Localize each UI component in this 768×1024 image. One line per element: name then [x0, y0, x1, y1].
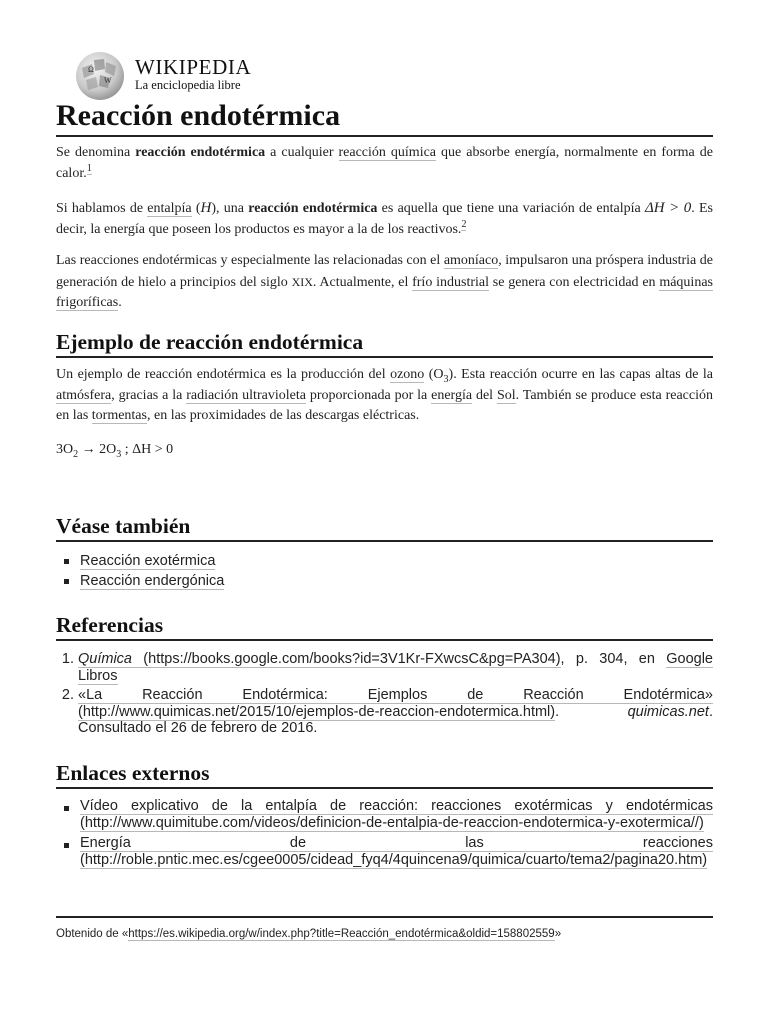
bold-term: reacción endotérmica [248, 201, 378, 216]
math-h: H [200, 200, 212, 216]
section-heading-see-also: Véase también [56, 513, 713, 542]
reference-item [78, 687, 713, 737]
text: a cualquier [265, 145, 339, 160]
svg-text:W: W [104, 76, 112, 85]
link-frio-industrial[interactable]: frío industrial [412, 274, 489, 290]
text: ( [191, 201, 201, 216]
text: (O [424, 367, 444, 382]
wordmark-tagline: La enciclopedia libre [135, 78, 241, 92]
text: proporcionada por la [305, 387, 432, 403]
text: Un ejemplo de reacción endotérmica es la producción del [56, 367, 391, 382]
text: Se denomina [56, 145, 136, 160]
link-reference-url[interactable]: (https://books.google.com/books?id=3V1Kr-FXwcsC&pg=PA304) [132, 651, 561, 667]
text: del [472, 387, 497, 403]
link-amoniaco[interactable]: amoníaco [443, 253, 499, 268]
link-sol[interactable]: Sol [496, 387, 516, 403]
wordmark-title: WIKIPEDIA [135, 55, 252, 79]
link-radiacion-ultravioleta[interactable]: radiación ultravioleta [186, 387, 306, 403]
subscript: 2 [73, 448, 79, 460]
text: Obtenido de « [56, 928, 129, 940]
link-maquinas-frigorificas[interactable]: máquinas frigoríficas [56, 274, 713, 310]
link-reaccion-quimica[interactable]: reacción química [338, 145, 437, 160]
link-energia-reacciones[interactable]: Energía de las reacciones (http://roble.pntic.mec.es/cgee0005/cidead_fyq4/4quincena9/quimica/cuarto/tema2/pagina20.htm) [80, 835, 713, 868]
example-paragraph [56, 365, 713, 427]
list-item [80, 551, 713, 571]
text: ). Esta reacción ocurre en las capas altas de la [448, 367, 713, 382]
link-video-entalpia[interactable]: Vídeo explicativo de la entalpía de reacción: reacciones exotérmicas y endotérmicas (http://www.quimitube.com/videos/definicion-de-entalpia-de-reaccion-endotermica-y-exotermica//) [80, 798, 713, 831]
text: ; ΔH > 0 [121, 442, 174, 457]
section-heading-external-links: Enlaces externos [56, 760, 713, 789]
page-title: Reacción endotérmica [56, 98, 713, 137]
list-item [80, 571, 713, 591]
wikipedia-globe-logo [74, 50, 126, 102]
century-numeral: XIX [291, 274, 313, 289]
link-google-libros[interactable]: Google Libros [78, 651, 713, 684]
list-item [80, 798, 713, 831]
link-ozono[interactable]: ozono [390, 367, 425, 382]
link-reference-title[interactable]: Química [78, 651, 132, 667]
footnote-2[interactable]: 2 [461, 218, 467, 230]
text: ), una [211, 201, 249, 216]
text: Si hablamos de [56, 201, 148, 216]
site-name: quimicas.net [627, 703, 709, 720]
reaction-equation [56, 440, 713, 461]
link-reaccion-endergonica[interactable]: Reacción endergónica [80, 573, 225, 589]
intro-paragraph-2 [56, 198, 713, 240]
link-entalpia[interactable]: entalpía [147, 201, 192, 216]
reference-item [78, 651, 713, 684]
link-energia[interactable]: energía [431, 387, 473, 403]
subscript: 3 [116, 448, 122, 460]
link-atmosfera[interactable]: atmósfera [56, 387, 112, 403]
text: es aquella que tiene una variación de entalpía [377, 201, 645, 216]
text: , gracias a la [111, 387, 187, 403]
text: » [554, 928, 562, 940]
section-heading-example: Ejemplo de reacción endotérmica [56, 329, 713, 358]
footer-source [56, 928, 561, 940]
text: . Es decir, la energía que poseen los productos es mayor a la de los reactivos. [56, 201, 713, 237]
link-tormentas[interactable]: tormentas [91, 408, 147, 423]
text: . Actualmente, el [312, 274, 413, 290]
list-item [80, 835, 713, 868]
section-heading-references: Referencias [56, 612, 713, 641]
references-list [56, 651, 713, 740]
site-wordmark [135, 56, 251, 92]
text: . También se produce esta reacción en las [56, 387, 714, 423]
svg-text:Ω: Ω [88, 65, 94, 74]
text: 3O [56, 442, 74, 457]
text: → 2O [78, 442, 117, 457]
text: se genera con electricidad en [488, 274, 660, 290]
link-reference-quimicas[interactable]: «La Reacción Endotérmica: Ejemplos de Reacción Endotérmica» (http://www.quimicas.net/2015/10/ejemplos-de-reaccion-endotermica.html) [78, 687, 713, 720]
external-links-list [56, 798, 713, 868]
math-delta-h: ΔH > 0 [644, 200, 692, 216]
bold-term: reacción endotérmica [135, 145, 266, 160]
footnote-1[interactable]: 1 [86, 162, 92, 174]
text: . [555, 703, 628, 720]
footer-divider [56, 916, 713, 918]
text: , impulsaron una próspera industria de generación de hielo a principios del siglo [56, 253, 713, 290]
see-also-list [56, 551, 713, 591]
text: , p. 304, en [560, 651, 667, 667]
subscript: 3 [443, 373, 449, 385]
link-reaccion-exotermica[interactable]: Reacción exotérmica [80, 553, 216, 569]
text: . Consultado el 26 de febrero de 2016. [78, 703, 713, 736]
intro-paragraph-1 [56, 143, 713, 184]
intro-paragraph-3 [56, 251, 713, 314]
text: que absorbe energía, normalmente en forma de calor. [56, 145, 713, 181]
text: Las reacciones endotérmicas y especialmente las relacionadas con el [56, 253, 444, 268]
text: . [118, 295, 122, 310]
link-permanent-url[interactable]: https://es.wikipedia.org/w/index.php?title=Reacción_endotérmica&oldid=158802559 [128, 928, 555, 940]
text: , en las proximidades de las descargas eléctricas. [146, 408, 420, 423]
